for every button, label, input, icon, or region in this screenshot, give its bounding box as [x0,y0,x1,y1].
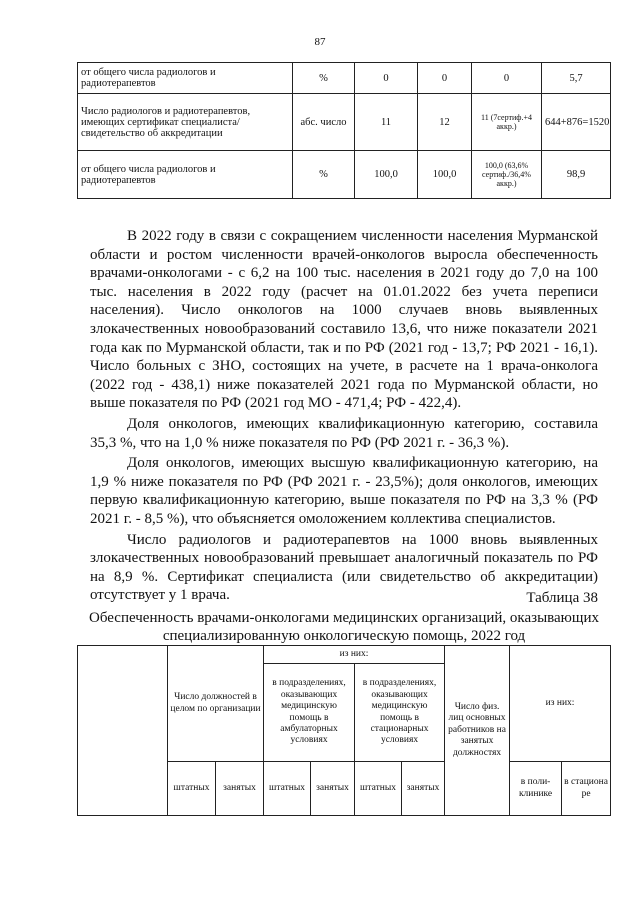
table-row [78,63,611,94]
paragraph: Доля онкологов, имеющих высшую квалификационную категорию, на 1,9 % ниже показателя по РФ (РФ 2021 г. - 23,5%); доля онкологов, имеющих первую квалификационную категорию, выше показателя по РФ на 3,3 % (РФ 2021 г. - 8,5 %), что объясняется омоложением коллектива специалистов. [90,455,598,527]
header-occupied: занятых [216,762,264,816]
row-unit: % [293,63,355,94]
header-ambulatory: в подразделениях, оказывающих медицинскую помощь в амбулаторных условиях [264,664,355,762]
row-label: Число радиологов и радиотерапевтов, имеющих сертификат специалиста/свидетельство об аккредитации [78,94,293,151]
header-physical-persons: Число физ. лиц основных работников на занятых должностях [445,646,510,816]
header-occupied: занятых [311,762,355,816]
cell-value: 11 [355,94,418,151]
paragraph: Доля онкологов, имеющих квалификационную категорию, составила 35,3 %, что на 1,0 % ниже показателя по РФ (РФ 2021 г. - 36,3 %). [90,415,598,451]
paragraph: Число радиологов и радиотерапевтов на 1000 вновь выявленных злокачественных новообразований превышает аналогичный показатель по РФ на 8,9 %. Сертификат специалиста (или свидетельство об аккредитации) отсутствует у 1 врача. [90,531,598,604]
row-label: от общего числа радиологов и радиотерапевтов [78,63,293,94]
body-text [90,227,598,607]
row-unit: абс. число [293,94,355,151]
cell-value: 0 [418,63,472,94]
row-label: от общего числа радиологов и радиотерапевтов [78,151,293,199]
cell-value: 11 (7сертиф.+4 аккр.) [472,94,542,151]
header-hospital: в стациона ре [562,762,611,816]
header-occupied: занятых [402,762,445,816]
cell-value: 100,0 [355,151,418,199]
cell-value: 100,0 [418,151,472,199]
table-row [78,151,611,199]
cell-value: 12 [418,94,472,151]
radiologists-table [77,62,611,199]
cell-value: 0 [355,63,418,94]
header-row [78,646,611,664]
header-staff: штатных [264,762,311,816]
header-cell-empty [78,646,168,816]
table-label: Таблица 38 [526,590,598,606]
header-policlinic: в поли-клинике [510,762,562,816]
header-of-them: из них: [264,646,445,664]
table-row [78,94,611,151]
cell-value: 98,9 [542,151,611,199]
page-number: 87 [314,36,326,48]
oncologists-table [77,645,611,816]
cell-value: 644+876=1520 [542,94,611,151]
row-unit: % [293,151,355,199]
cell-value: 100,0 (63,6% сертиф./36,4% аккр.) [472,151,542,199]
header-inpatient: в подразделениях, оказывающих медицинскую помощь в стационарных условиях [355,664,445,762]
cell-value: 0 [472,63,542,94]
table-caption: Обеспеченность врачами-онкологами медицинских организаций, оказывающих специализированную онкологическую помощь, 2022 год [89,610,599,644]
cell-value: 5,7 [542,63,611,94]
header-staff: штатных [355,762,402,816]
header-staff: штатных [168,762,216,816]
paragraph: В 2022 году в связи с сокращением численности населения Мурманской области и ростом численности врачей-онкологов выросла обеспеченность врачами-онкологами - с 6,2 на 100 тыс. населения в 2021 году до 7,0 на 100 тыс. населения в 2022 году (расчет на 01.01.2022 без учета переписи населения). Число онкологов на 1000 случаев вновь выявленных злокачественных новообразований составило 13,6, что ниже показатели 2021 года как по Мурманской области, так и по РФ (2021 год - 13,7; РФ 2021 - 16,1). Число больных с ЗНО, состоящих на учете, в расчете на 1 врача-онколога (2022 год - 438,1) ниже показателей 2021 года по Мурманской области, но выше показателя по РФ (2021 год МО - 471,4; РФ - 422,4). [90,228,598,412]
header-of-them-2: из них: [510,646,611,762]
header-total-positions: Число должностей в целом по организации [168,646,264,762]
